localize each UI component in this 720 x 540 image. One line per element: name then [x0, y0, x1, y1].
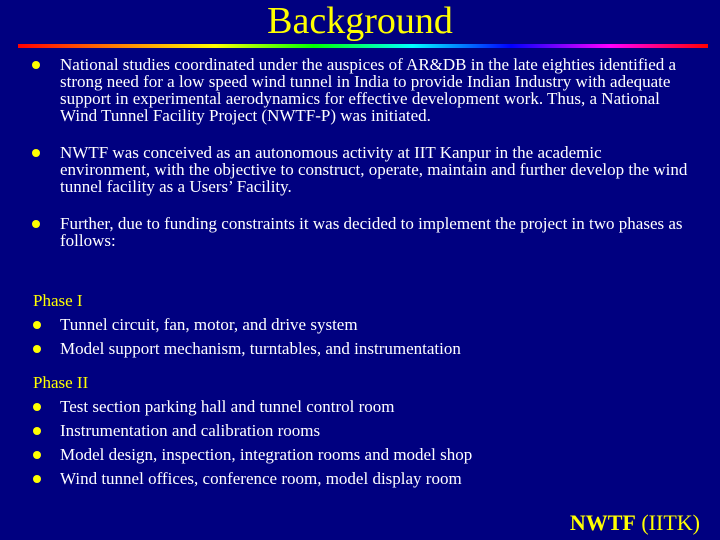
- bullet-dot-icon: [33, 451, 41, 459]
- phase-one-section: [33, 289, 693, 361]
- phase-one-title: Phase I: [33, 291, 83, 310]
- phase-two-item: [33, 467, 693, 491]
- bullet-item: [30, 144, 695, 195]
- main-bullet-list: [30, 56, 695, 269]
- phase-item-text: Tunnel circuit, fan, motor, and drive system: [60, 315, 358, 334]
- bullet-item: [30, 56, 695, 124]
- slide-title: Background: [267, 0, 453, 42]
- bullet-dot-icon: [33, 475, 41, 483]
- rainbow-divider: [18, 44, 708, 48]
- bullet-dot-icon: [33, 345, 41, 353]
- phase-two-section: [33, 371, 693, 491]
- footer-org: NWTF: [569, 510, 636, 535]
- phase-item-text: Test section parking hall and tunnel control room: [60, 397, 395, 416]
- bullet-dot-icon: [33, 403, 41, 411]
- bullet-text: Further, due to funding constraints it was decided to implement the project in two phases as follows:: [60, 214, 683, 250]
- bullet-dot-icon: [32, 220, 40, 228]
- phase-item-text: Model support mechanism, turntables, and instrumentation: [60, 339, 461, 358]
- phase-two-list: [33, 395, 693, 491]
- phase-one-item: [33, 337, 693, 361]
- phase-two-item: [33, 395, 693, 419]
- phase-two-item: [33, 443, 693, 467]
- bullet-item: [30, 215, 695, 249]
- phase-one-item: [33, 313, 693, 337]
- phase-item-text: Model design, inspection, integration rooms and model shop: [60, 445, 473, 464]
- bullet-dot-icon: [33, 321, 41, 329]
- phase-two-title: Phase II: [33, 373, 89, 392]
- phase-item-text: Wind tunnel offices, conference room, model display room: [60, 469, 462, 488]
- phase-one-list: [33, 313, 693, 361]
- bullet-text: National studies coordinated under the auspices of AR&DB in the late eighties identified a strong need for a low speed wind tunnel in India to provide Indian Industry with adequate support in experimental aerodynamics for effective development work. Thus, a National Wind Tunnel Facility Project (NWTF-P) was initiated.: [60, 55, 677, 125]
- bullet-text: NWTF was conceived as an autonomous activity at IIT Kanpur in the academic environment, with the objective to construct, operate, maintain and further develop the wind tunnel facility as a Users’ Facility.: [60, 143, 688, 196]
- bullet-dot-icon: [33, 427, 41, 435]
- bullet-dot-icon: [32, 61, 40, 69]
- bullet-dot-icon: [32, 149, 40, 157]
- footer-institute: (IITK): [641, 510, 700, 535]
- phase-item-text: Instrumentation and calibration rooms: [60, 421, 321, 440]
- phase-two-item: [33, 419, 693, 443]
- footer-label: [570, 510, 700, 536]
